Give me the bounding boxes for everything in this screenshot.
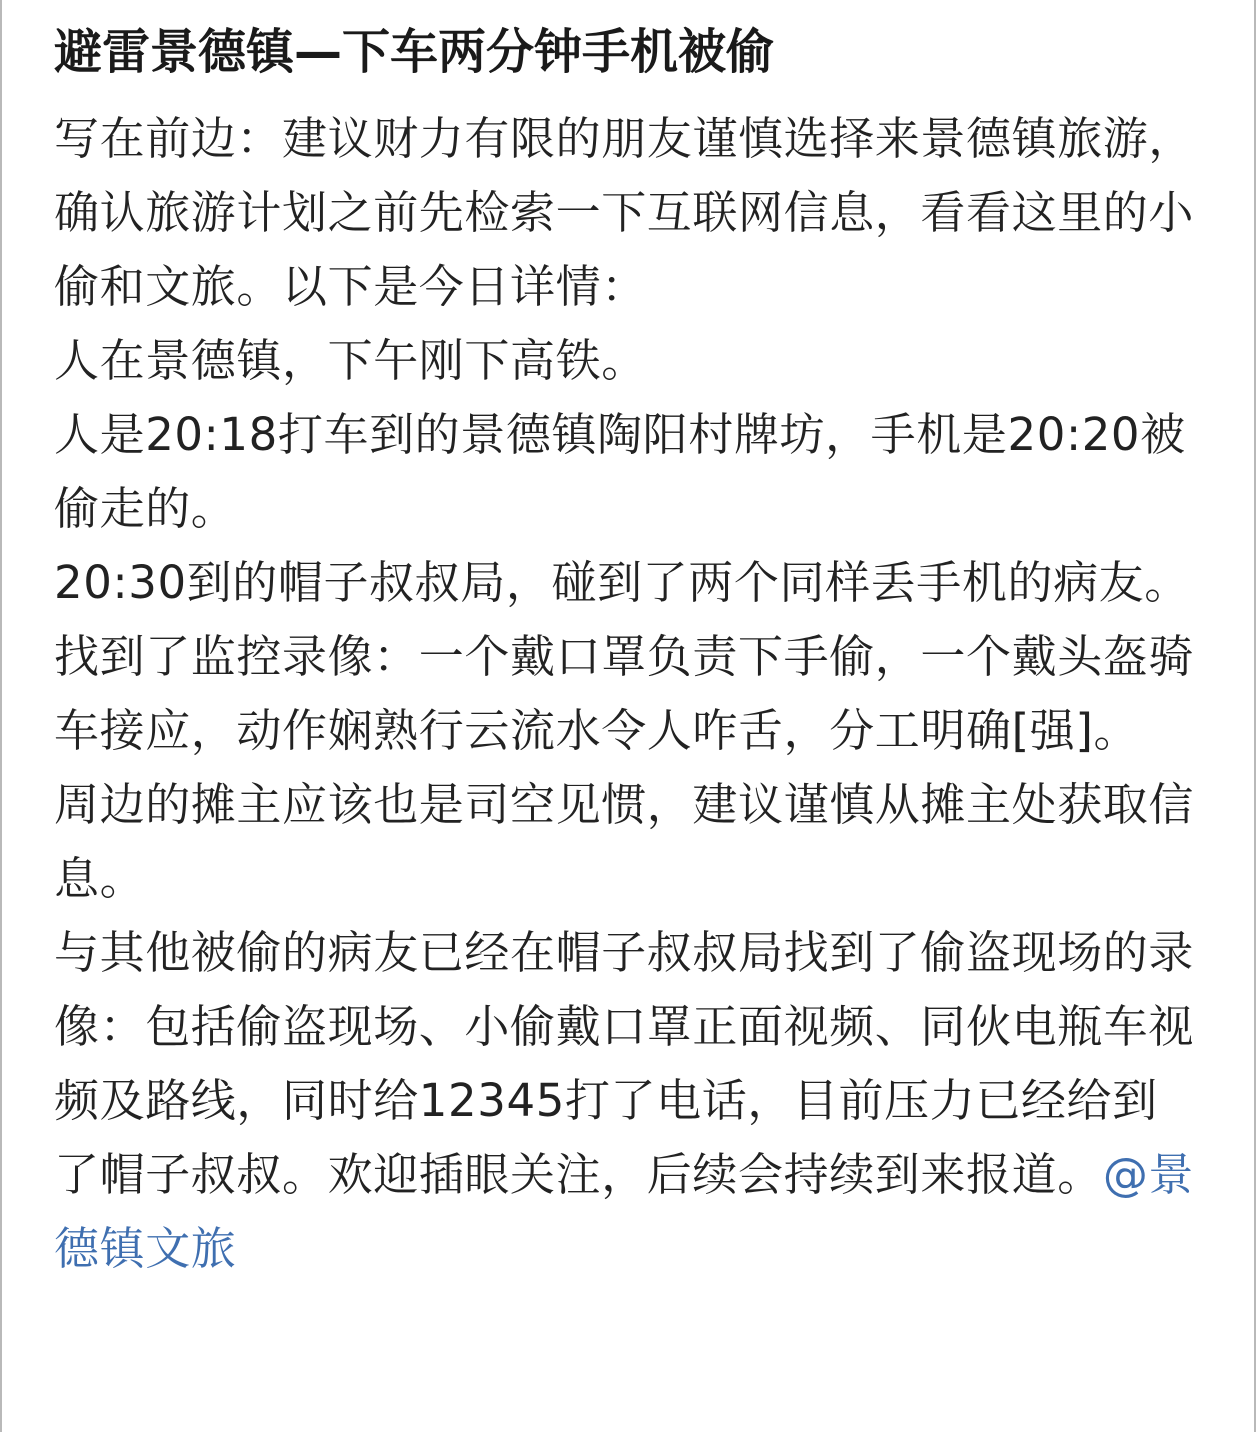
post-paragraph-intro: 写在前边：建议财力有限的朋友谨慎选择来景德镇旅游，确认旅游计划之前先检索一下互联网信息，看看这里的小偷和文旅。以下是今日详情： [54,112,1195,313]
mention-link[interactable]: @景德镇文旅 [54,1148,1195,1275]
post-paragraph-surveillance: 找到了监控录像：一个戴口罩负责下手偷，一个戴头盔骑车接应，动作娴熟行云流水令人咋舌，分工明确[强]。 [54,630,1195,757]
post-paragraph-theft-time: 人是20:18打车到的景德镇陶阳村牌坊，手机是20:20被偷走的。 [54,408,1186,535]
post-title: 避雷景德镇—下车两分钟手机被偷 [54,24,775,80]
post-container [54,14,1194,1286]
post-paragraph-followup-text: 与其他被偷的病友已经在帽子叔叔局找到了偷盗现场的录像：包括偷盗现场、小偷戴口罩正面视频、同伙电瓶车视频及路线，同时给12345打了电话，目前压力已经给到了帽子叔叔。欢迎插眼关注，后续会持续到来报道。 [54,926,1195,1201]
post-paragraph-police: 20:30到的帽子叔叔局，碰到了两个同样丢手机的病友。 [54,556,1190,609]
post-paragraph-vendors: 周边的摊主应该也是司空见惯，建议谨慎从摊主处获取信息。 [54,778,1195,905]
post-paragraph-arrival: 人在景德镇，下午刚下高铁。 [54,334,647,387]
post-paragraph-followup [54,916,1194,1286]
post-body [54,102,1194,1286]
left-edge-divider [0,0,2,1432]
